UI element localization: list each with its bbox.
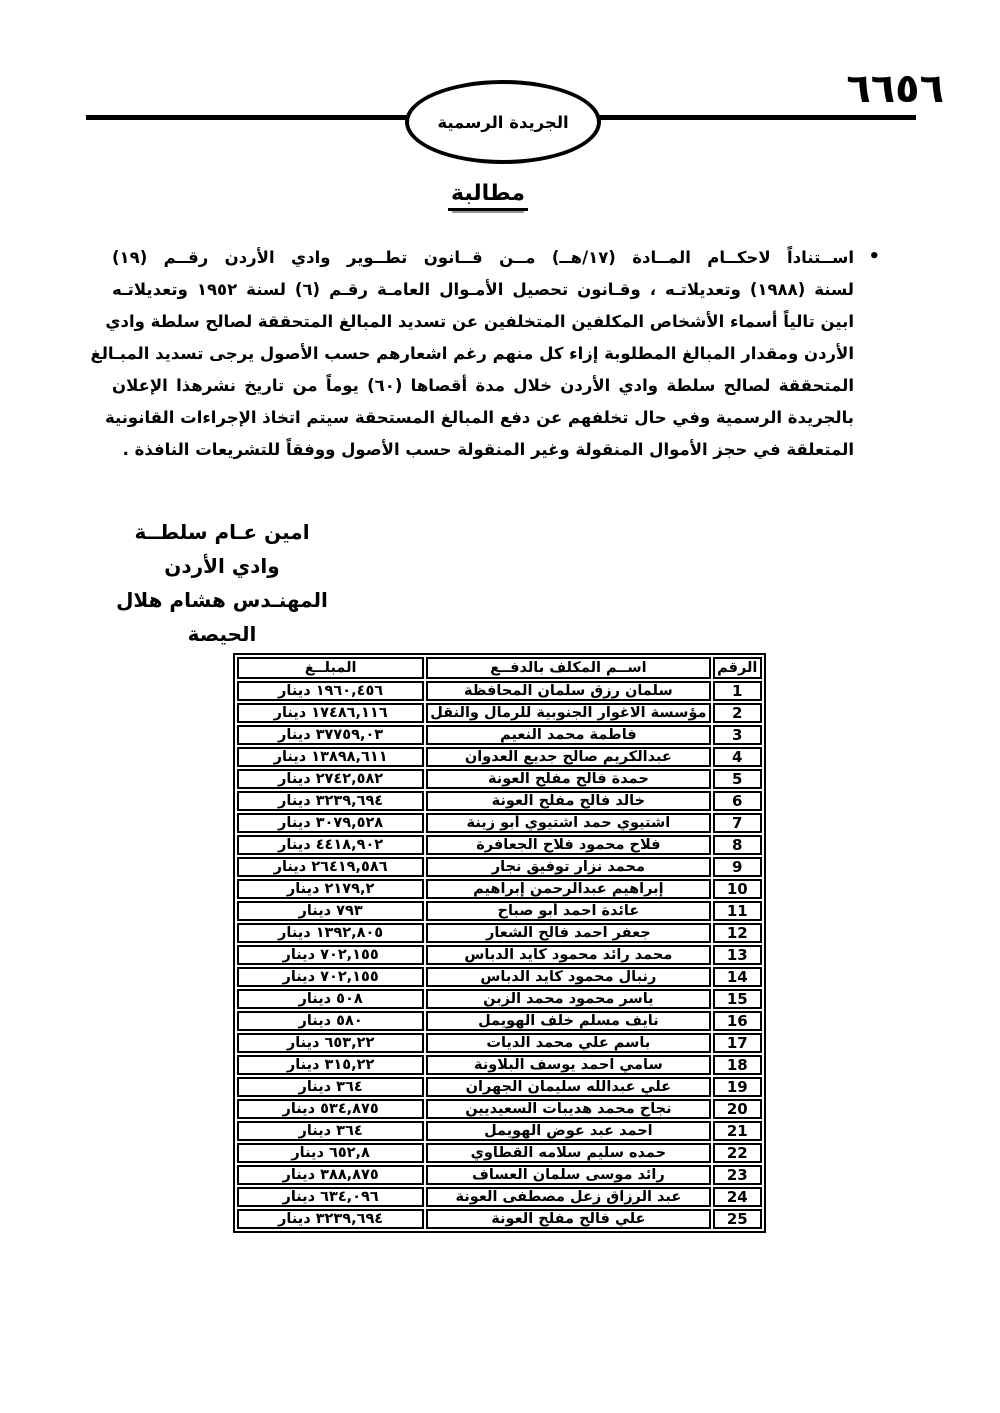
amount-cell: ١٣٨٩٨,٦١١ دينار [237,747,424,767]
row-number-cell: 5 [713,769,762,789]
payer-name-cell: ياسر محمود محمد الزبن [426,989,710,1009]
payer-name-cell: علي عبدالله سليمان الجهران [426,1077,710,1097]
amount-cell: ٥٨٠ دينار [237,1011,424,1031]
notice-line: الأردن ومقدار المبالغ المطلوبة إزاء كل منهم رغم اشعارهم حسب الأصول يرجى تسديد المبـالغ [90,344,854,363]
row-number-cell: 25 [713,1209,762,1229]
row-number-cell: 17 [713,1033,762,1053]
payer-name-cell: محمد رائد محمود كايد الدباس [426,945,710,965]
table-row [237,1165,762,1185]
amount-cell: ١٧٤٨٦,١١٦ دينار [237,703,424,723]
row-number-cell: 20 [713,1099,762,1119]
signature-name: المهنـدس هشام هلال الحيصة [116,588,328,646]
table-row [237,747,762,767]
notice-line: المتحققة لصالح سلطة وادي الأردن خلال مدة أقصاها (٦٠) يوماً من تاريخ نشرهذا الإعلان [112,376,854,395]
payers-table-head [237,657,762,679]
payer-name-cell: باسم علي محمد الديات [426,1033,710,1053]
amount-cell: ٣٧٧٥٩,٠٣ دينار [237,725,424,745]
table-row [237,791,762,811]
gazette-seal [405,80,601,164]
table-row [237,1077,762,1097]
amount-cell: ٣٢٣٩,٦٩٤ دينار [237,1209,424,1229]
notice-paragraph [90,242,880,466]
table-row [237,1143,762,1163]
payer-name-cell: حمده سليم سلامه القطاوي [426,1143,710,1163]
row-number-cell: 9 [713,857,762,877]
amount-cell: ٣٨٨,٨٧٥ دينار [237,1165,424,1185]
notice-text-block [90,242,880,466]
amount-cell: ٤٤١٨,٩٠٢ دينار [237,835,424,855]
row-number-cell: 8 [713,835,762,855]
row-number-cell: 16 [713,1011,762,1031]
amount-cell: ٢٦٤١٩,٥٨٦ دينار [237,857,424,877]
row-number-cell: 4 [713,747,762,767]
amount-cell: ٦٣٤,٠٩٦ دينار [237,1187,424,1207]
payer-name-cell: رائد موسى سلمان العساف [426,1165,710,1185]
amount-cell: ٧٠٢,١٥٥ دينار [237,967,424,987]
table-row [237,901,762,921]
amount-cell: ٧٠٢,١٥٥ دينار [237,945,424,965]
amount-cell: ٣٦٤ دينار [237,1121,424,1141]
amount-cell: ٦٥٣,٢٢ دينار [237,1033,424,1053]
row-number-cell: 24 [713,1187,762,1207]
payer-name-cell: علي فالح مفلح العونة [426,1209,710,1229]
table-row [237,1187,762,1207]
payer-name-cell: فاطمة محمد النعيم [426,725,710,745]
column-header-name: اســم المكلف بالدفــع [426,657,710,679]
table-row [237,703,762,723]
row-number-cell: 14 [713,967,762,987]
amount-cell: ٣٦٤ دينار [237,1077,424,1097]
amount-cell: ٢٧٤٢,٥٨٢ دينار [237,769,424,789]
table-row [237,857,762,877]
payer-name-cell: نجاح محمد هديبات السعيديين [426,1099,710,1119]
table-row [237,1055,762,1075]
row-number-cell: 12 [713,923,762,943]
column-header-number: الرقم [713,657,762,679]
table-row [237,879,762,899]
row-number-cell: 15 [713,989,762,1009]
table-row [237,989,762,1009]
table-row [237,1121,762,1141]
amount-cell: ١٣٩٢,٨٠٥ دينار [237,923,424,943]
payer-name-cell: محمد نزار توفيق نجار [426,857,710,877]
signature-title: امين عـام سلطــة وادي الأردن [134,520,310,578]
amount-cell: ١٩٦٠,٤٥٦ دينار [237,681,424,701]
amount-cell: ٣٠٧٩,٥٢٨ دينار [237,813,424,833]
payer-name-cell: اشتيوي حمد اشتيوي أبو زينة [426,813,710,833]
row-number-cell: 2 [713,703,762,723]
page-number: ٦٦٥٦ [846,66,944,112]
notice-line: بالجريدة الرسمية وفي حال تخلفهم عن دفع المبالغ المستحقة سيتم اتخاذ الإجراءات القانونية [104,408,854,427]
row-number-cell: 11 [713,901,762,921]
payers-table [233,653,766,1233]
table-row [237,1209,762,1229]
row-number-cell: 21 [713,1121,762,1141]
row-number-cell: 22 [713,1143,762,1163]
amount-cell: ٥٣٤,٨٧٥ دينار [237,1099,424,1119]
payers-table-body [237,681,762,1229]
payer-name-cell: رنبال محمود كايد الدباس [426,967,710,987]
table-row [237,945,762,965]
table-row [237,1033,762,1053]
row-number-cell: 6 [713,791,762,811]
payer-name-cell: جعفر احمد فالح الشعار [426,923,710,943]
payer-name-cell: سامي احمد يوسف البلاونة [426,1055,710,1075]
signature-block [112,515,332,651]
payer-name-cell: احمد عبد عوض الهويمل [426,1121,710,1141]
payer-name-cell: عبدالكريم صالح جديع العدوان [426,747,710,767]
page-title [0,181,976,206]
payer-name-cell: حمدة فالح مفلح العونة [426,769,710,789]
row-number-cell: 23 [713,1165,762,1185]
gazette-seal-label: الجريدة الرسمية [437,112,569,132]
table-row [237,967,762,987]
row-number-cell: 19 [713,1077,762,1097]
amount-cell: ٣٢٣٩,٦٩٤ دينار [237,791,424,811]
row-number-cell: 3 [713,725,762,745]
table-row [237,923,762,943]
table-row [237,1099,762,1119]
notice-line: المتعلقة في حجز الأموال المنقولة وغير المنقولة حسب الأصول ووفقاً للتشريعات النافذة . [122,440,854,459]
amount-cell: ٥٠٨ دينار [237,989,424,1009]
payer-name-cell: فلاح محمود فلاح الجعافرة [426,835,710,855]
row-number-cell: 10 [713,879,762,899]
notice-line: ابين تالياً أسماء الأشخاص المكلفين المتخلفين عن تسديد المبالغ المتحققة لصالح سلطة وادي [105,312,854,331]
table-row [237,681,762,701]
amount-cell: ٢١٧٩,٢ دينار [237,879,424,899]
page-title-text: مطالبة [448,181,528,211]
notice-line: لسنة (١٩٨٨) وتعديلاتـه ، وقـانون تحصيل الأمـوال العامـة رقـم (٦) لسنة ١٩٥٢ وتعديلاتـه [112,280,854,299]
table-row [237,813,762,833]
payer-name-cell: إبراهيم عبدالرحمن إبراهيم [426,879,710,899]
payer-name-cell: خالد فالح مفلح العونة [426,791,710,811]
row-number-cell: 1 [713,681,762,701]
payer-name-cell: نايف مسلم خلف الهويمل [426,1011,710,1031]
table-row [237,769,762,789]
amount-cell: ٣١٥,٢٢ دينار [237,1055,424,1075]
table-row [237,835,762,855]
table-row [237,1011,762,1031]
amount-cell: ٦٥٢,٨ دينار [237,1143,424,1163]
payer-name-cell: سلمان رزق سلمان المحافظة [426,681,710,701]
header-row [237,657,762,679]
payer-name-cell: مؤسسة الاغوار الجنوبية للرمال والنقل [426,703,710,723]
row-number-cell: 13 [713,945,762,965]
notice-line: اســتناداً لاحكــام المــادة (١٧/هــ) مــن قــانون تطــوير وادي الأردن رقــم (١٩) [112,248,854,267]
column-header-amount: المبلــغ [237,657,424,679]
payer-name-cell: عائدة احمد أبو صباح [426,901,710,921]
table-row [237,725,762,745]
bullet-icon: • [868,246,880,267]
row-number-cell: 18 [713,1055,762,1075]
amount-cell: ٧٩٣ دينار [237,901,424,921]
row-number-cell: 7 [713,813,762,833]
payer-name-cell: عبد الرزاق زعل مصطفى العونة [426,1187,710,1207]
